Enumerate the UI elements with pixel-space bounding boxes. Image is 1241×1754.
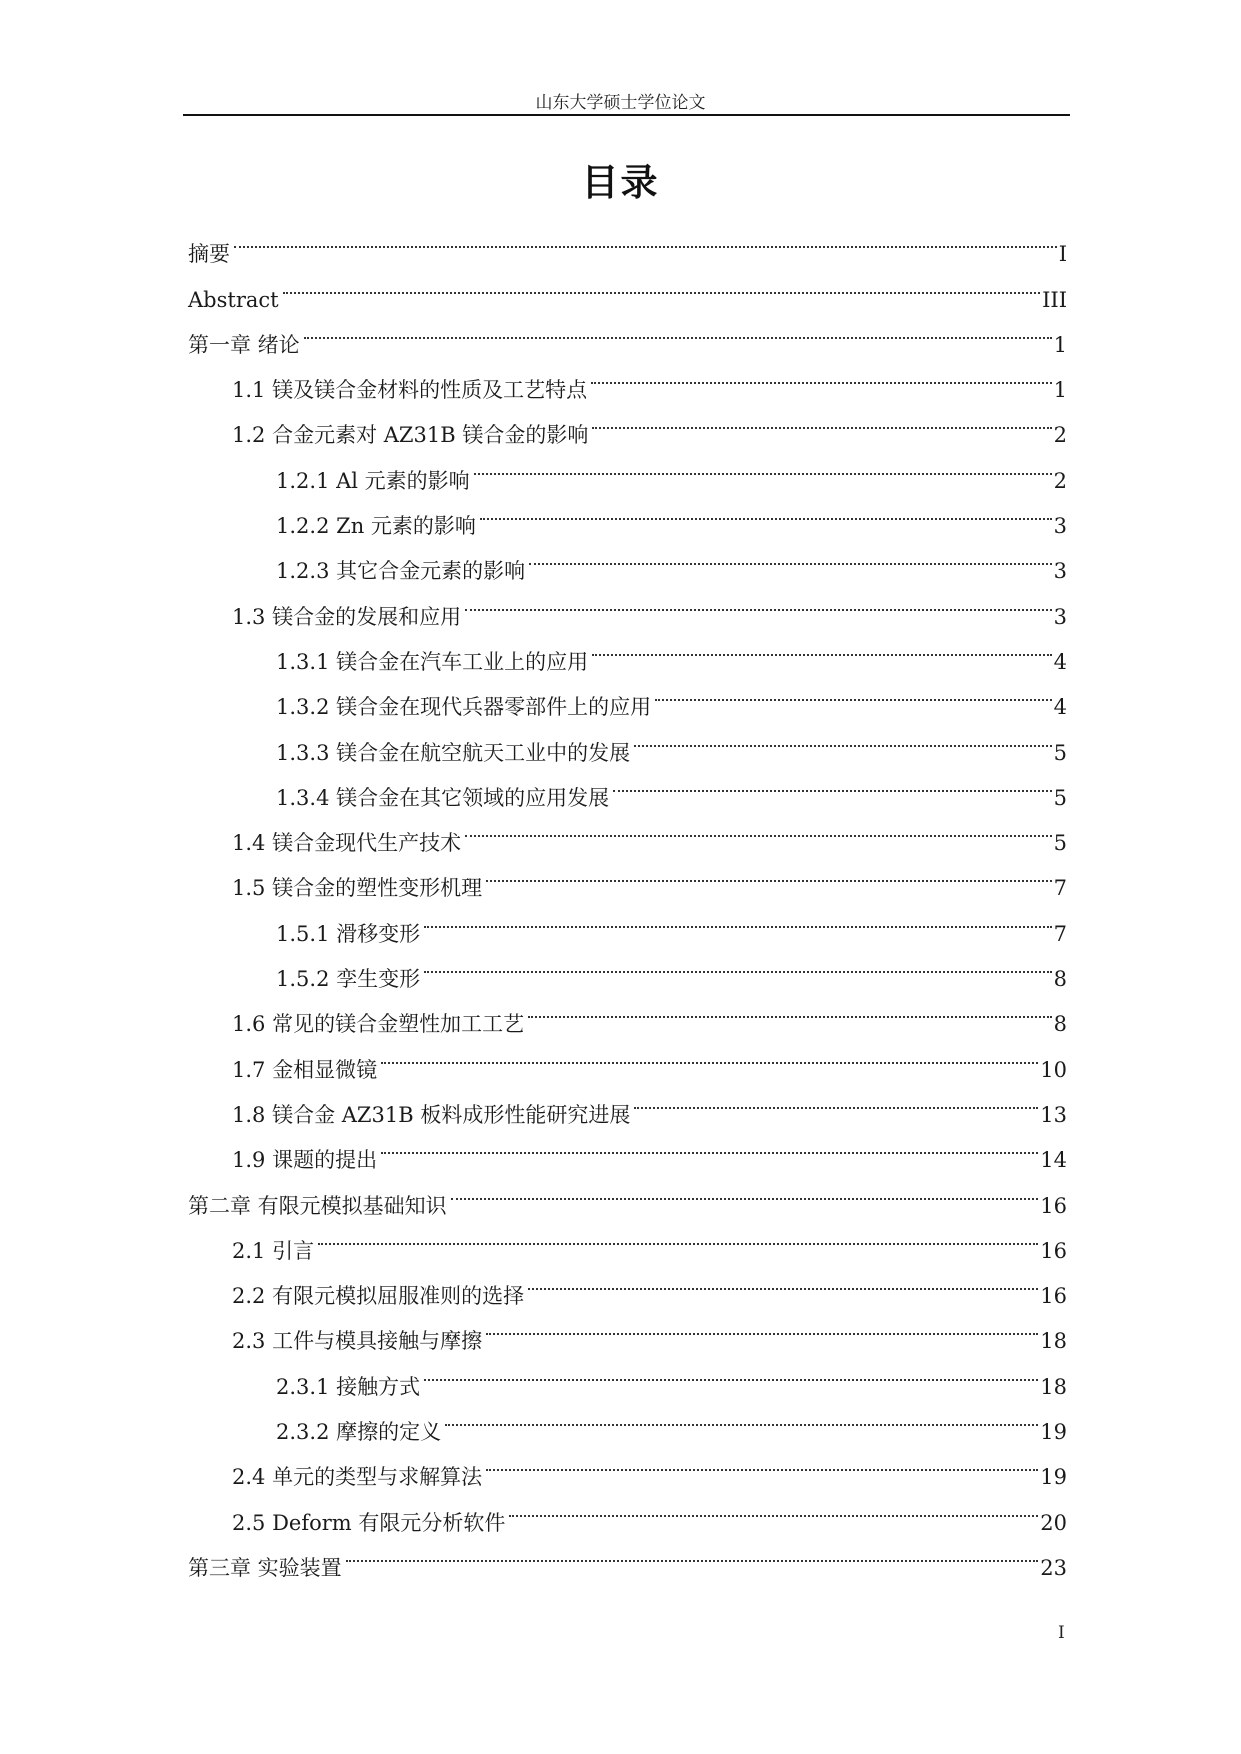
toc-dot-leader [613,760,1052,805]
toc-entry-label: 1.5.2 孪生变形 [276,967,421,992]
toc-dot-leader [486,1439,1038,1484]
running-header: 山东大学硕士学位论文 [535,93,706,113]
toc-dot-leader [528,1258,1038,1303]
toc-dot-leader [445,1394,1038,1439]
toc-entry-label: 1.7 金相显微镜 [232,1057,378,1082]
toc-dot-leader [234,216,1057,261]
toc-dot-leader [465,578,1052,623]
toc-entry-label: 第一章 绪论 [188,332,300,357]
toc-entry-page: I [1058,242,1067,267]
toc-entry-label: 2.3.2 摩擦的定义 [276,1420,442,1445]
toc-entry-page: 19 [1040,1465,1067,1490]
toc-entry-label: 2.3.1 接触方式 [276,1374,421,1399]
toc-entry-label: 2.4 单元的类型与求解算法 [232,1465,483,1490]
toc-entry-page: 16 [1040,1238,1067,1263]
toc-entry-page: 7 [1053,876,1067,901]
toc-dot-leader [283,261,1041,306]
toc-entry-label: 1.5.1 滑移变形 [276,921,421,946]
toc-entry-page: 4 [1053,695,1067,720]
toc-entry[interactable] [188,307,1067,357]
toc-entry-label: 1.5 镁合金的塑性变形机理 [232,876,483,901]
toc-dot-leader [381,1122,1038,1167]
toc-entry-label: 2.1 引言 [232,1238,315,1263]
toc-entry-label: 1.2 合金元素对 AZ31B 镁合金的影响 [232,423,589,448]
toc-entry[interactable] [188,1213,1067,1263]
toc-entry-page: 18 [1040,1374,1067,1399]
toc-entry-label: 1.4 镁合金现代生产技术 [232,831,462,856]
toc-dot-leader [591,352,1052,397]
toc-entry-label: 1.1 镁及镁合金材料的性质及工艺特点 [232,378,588,403]
toc-entry-label: 2.5 Deform 有限元分析软件 [232,1510,506,1535]
toc-entry-page: 1 [1053,378,1067,403]
toc-dot-leader [592,397,1051,442]
toc-dot-leader [465,805,1052,850]
toc-entry-page: 23 [1040,1555,1067,1580]
toc-entry-label: 1.3.3 镁合金在航空航天工业中的发展 [276,740,631,765]
toc-dot-leader [424,1348,1038,1393]
toc-dot-leader [655,669,1052,714]
toc-entry[interactable] [188,216,1067,267]
toc-entry-page: 14 [1040,1148,1067,1173]
toc-entry-page: 5 [1053,831,1067,856]
toc-dot-leader [424,941,1052,986]
toc-entry-label: 1.3.4 镁合金在其它领域的应用发展 [276,785,610,810]
toc-entry[interactable] [188,352,1067,403]
toc-entry-page: 3 [1053,514,1067,539]
toc-entry-page: 2 [1053,468,1067,493]
toc-entry-page: 20 [1040,1510,1067,1535]
toc-entry-page: 19 [1040,1420,1067,1445]
toc-entry-label: 1.6 常见的镁合金塑性加工工艺 [232,1012,525,1037]
toc-entry-label: 1.2.3 其它合金元素的影响 [276,559,526,584]
toc-dot-leader [634,1077,1038,1122]
toc-entry-page: 2 [1053,423,1067,448]
toc-dot-leader [318,1213,1038,1258]
toc-entry-label: 1.9 课题的提出 [232,1148,378,1173]
toc-dot-leader [634,714,1052,759]
toc-entry-page: 10 [1040,1057,1067,1082]
toc-entry-page: 1 [1053,332,1067,357]
toc-title: 目录 [581,161,660,204]
toc-entry-page: 13 [1040,1102,1067,1127]
toc-entry-label: 第三章 实验装置 [188,1555,342,1580]
toc-entry-label: 1.8 镁合金 AZ31B 板料成形性能研究进展 [232,1102,631,1127]
header-rule [183,114,1070,116]
toc-entry-label: 2.3 工件与模具接触与摩擦 [232,1329,483,1354]
toc-entry[interactable] [188,1258,1067,1309]
toc-entry-label: 1.2.2 Zn 元素的影响 [276,514,476,539]
toc-dot-leader [480,488,1052,533]
toc-dot-leader [528,986,1052,1031]
toc-entry-label: 2.2 有限元模拟屈服准则的选择 [232,1284,525,1309]
toc-entry-page: 16 [1040,1193,1067,1218]
toc-entry-page: 7 [1053,921,1067,946]
toc-entry-label: 1.3.2 镁合金在现代兵器零部件上的应用 [276,695,652,720]
toc-entry-page: 5 [1053,740,1067,765]
toc-dot-leader [486,850,1052,895]
toc-entry-page: 5 [1053,785,1067,810]
toc-dot-leader [486,1303,1038,1348]
toc-entry-page: 4 [1053,649,1067,674]
table-of-contents [188,216,1067,1580]
toc-dot-leader [529,533,1052,578]
toc-entry-label: 1.3.1 镁合金在汽车工业上的应用 [276,649,589,674]
toc-entry-page: III [1042,287,1067,312]
toc-entry-label: 1.3 镁合金的发展和应用 [232,604,462,629]
toc-entry-label: 第二章 有限元模拟基础知识 [188,1193,447,1218]
toc-entry-label: 1.2.1 Al 元素的影响 [276,468,470,493]
toc-entry-page: 18 [1040,1329,1067,1354]
page-number: I [1058,1623,1065,1643]
toc-dot-leader [304,307,1052,352]
toc-dot-leader [474,442,1052,487]
toc-dot-leader [381,1031,1038,1076]
toc-entry-label: Abstract [188,287,279,312]
toc-entry[interactable] [188,261,1067,312]
toc-dot-leader [509,1484,1038,1529]
toc-dot-leader [451,1167,1039,1212]
toc-dot-leader [346,1530,1039,1575]
toc-entry-label: 摘要 [188,242,230,267]
toc-entry-page: 16 [1040,1284,1067,1309]
toc-entry-page: 8 [1053,1012,1067,1037]
toc-dot-leader [424,895,1052,940]
toc-entry-page: 8 [1053,967,1067,992]
toc-dot-leader [592,624,1052,669]
toc-entry-page: 3 [1053,559,1067,584]
toc-entry-page: 3 [1053,604,1067,629]
